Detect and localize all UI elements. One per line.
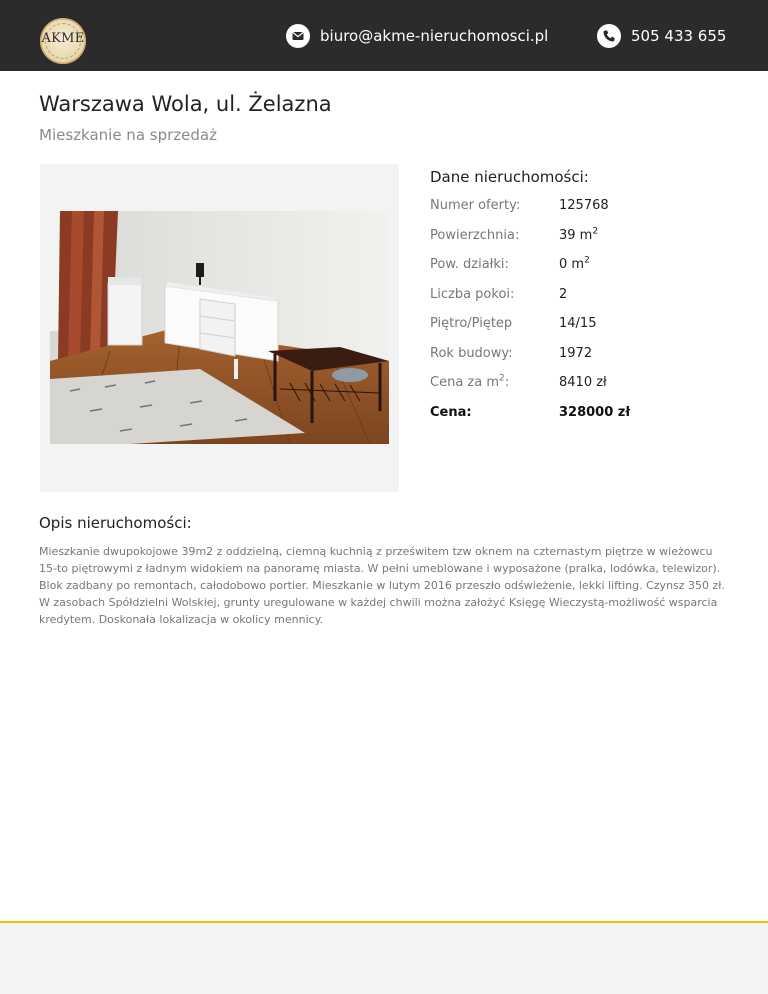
plot-unit-sup: 2 [584,255,590,266]
plot-label: Pow. działki: [430,257,509,272]
details-heading: Dane nieruchomości: [430,168,589,186]
listing-subtitle: Mieszkanie na sprzedaż [39,126,217,144]
year-value: 1972 [559,345,593,361]
phone-icon [597,24,621,48]
price-m2-label-sup: 2 [499,373,505,384]
area-label: Powierzchnia: [430,227,520,243]
detail-row-plot [430,253,750,283]
offer-number-value: 125768 [559,198,609,213]
year-label: Rok budowy: [430,345,513,361]
detail-row-rooms [430,283,750,313]
envelope-icon [286,24,310,48]
detail-row-floor [430,312,750,342]
floor-value: 14/15 [559,316,597,331]
detail-row-year [430,342,750,372]
price-value: 328000 zł [559,404,631,420]
apartment-photo[interactable] [50,211,389,444]
detail-row-price [430,401,750,431]
akme-logo[interactable] [40,18,86,64]
photo-panel [40,164,399,492]
top-bar [0,0,768,71]
description-text: Mieszkanie dwupokojowe 39m2 z oddzielną, ciemną kuchnią z prześwitem tzw oknem na czternastym piętrze w wieżowcu 15-to piętrowymi z ładnym widokiem na panoramę miasta. W pełni umeblowane i wyposażone (pralka, lodówka, telewizor). Blok zadbany po remontach, całodobowo portier. Mieszkanie w lutym 2016 przeszło odświeżenie, lekki lifting. Czynsz 350 zł. W zasobach Spółdzielni Wolskiej, grunty uregulowane w każdej chwili można założyć Księgę Wieczystą-możliwość wsparcia kredytem. Doskonała lokalizacja w okolicy mennicy. [39,545,725,626]
detail-row-area [430,224,750,254]
footer [0,921,768,994]
listing-title: Warszawa Wola, ul. Żelazna [39,92,332,116]
contact-phone[interactable] [597,24,726,48]
details-table [430,194,750,430]
price-m2-label-wrap [430,375,509,390]
detail-row-offer-number [430,194,750,224]
price-m2-label-suffix: : [504,375,510,390]
rooms-label: Liczba pokoi: [430,286,515,302]
phone-link[interactable]: 505 433 655 [631,27,727,45]
detail-row-price-m2 [430,371,750,401]
logo-text: AKME [41,31,85,46]
area-unit-sup: 2 [592,226,599,237]
rooms-value: 2 [559,286,568,302]
area-value: 39 m [559,227,593,243]
area-value-wrap [559,228,598,243]
email-link[interactable]: biuro@akme-nieruchomosci.pl [320,27,549,45]
plot-value: 0 m [559,257,585,272]
description-heading: Opis nieruchomości: [39,514,192,532]
price-m2-value: 8410 zł [559,375,607,390]
offer-number-label: Numer oferty: [430,198,521,213]
price-m2-label: Cena za m [430,375,499,390]
price-label: Cena: [430,404,472,420]
plot-value-wrap [559,257,590,272]
contact-email[interactable] [286,24,548,48]
floor-label: Piętro/Piętер [430,316,513,331]
